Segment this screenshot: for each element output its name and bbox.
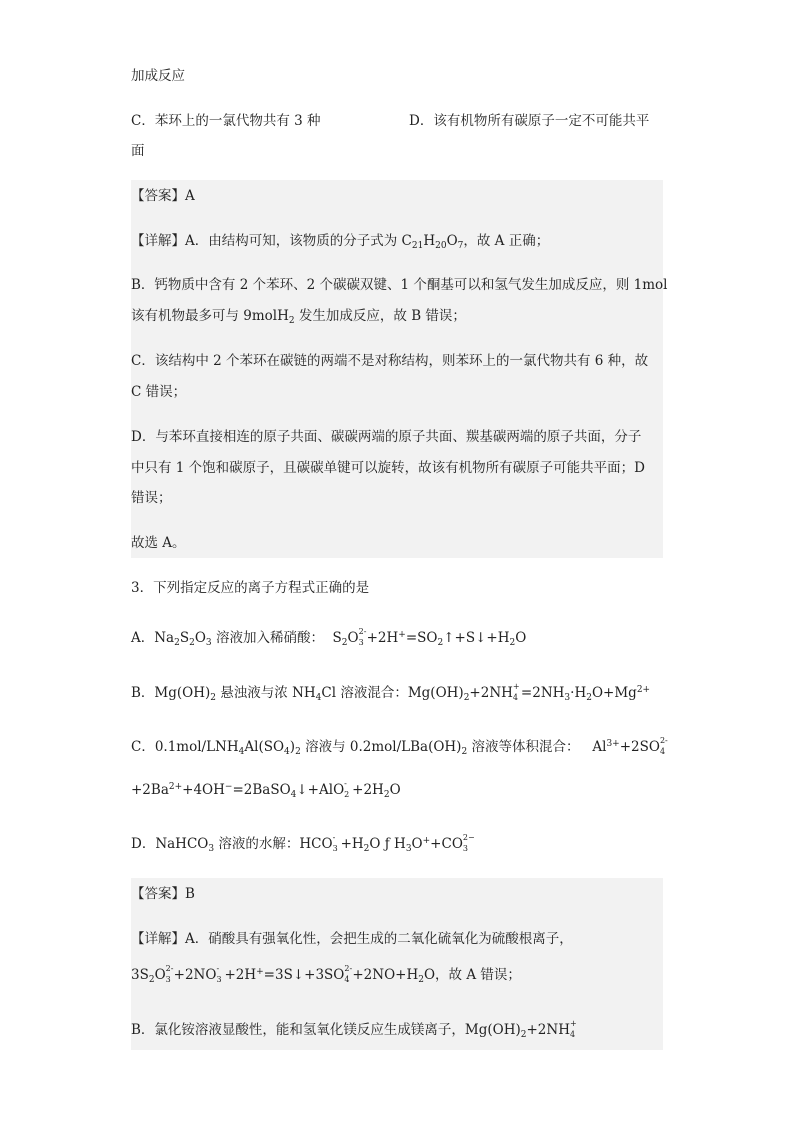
q3-option-d: D．NaHCO$_3$ 溶液的水解：HCO - 3 $+H_2O$ ƒ $H_3O^++CO$ 2− 3 [131,833,475,854]
q2-tail-text: 加成反应 [131,68,185,84]
q2-detail-b-line2: 该有机物最多可与 9molH$_2$ 发生加成反应，故 B 错误； [131,308,466,326]
q3-option-a: A．$Na_2S_2O_3$ 溶液加入稀硝酸： $S_2O$ 2- 3 $+2H^+=SO_2↑+S↓+H_2O$ [131,627,527,648]
q2-detail-c-line2: C 错误； [131,384,187,400]
q2-detail-d-line3: 错误； [131,490,172,506]
q3-detail-a-equation: $3S_2O$ 2- 3 +2NO - 3 +2H+=3S↓+3SO 2- 4 $+2NO+H_2O$，故 A 错误； [131,964,521,985]
q2-conclusion: 故选 A。 [131,535,186,551]
q3-detail-b: B．氯化铵溶液显酸性，能和氢氧化镁反应生成镁离子，$Mg(OH)_2+2NH$ + 4 [131,1019,577,1040]
q3-option-b: B．$Mg(OH)_2$ 悬浊液与浓 $NH_4Cl$ 溶液混合：$Mg(OH)_2+2NH$ + 4 $=2NH_3\cdot H_2O+Mg^{2+}$ [131,682,651,703]
q2-detail-a: 【详解】A．由结构可知，该物质的分子式为 $C_{21}H_{20}O_7$，故 A 正确； [131,233,550,251]
q3-option-c-line1: C．$0.1mol/LNH_4Al(SO_4)_2$ 溶液与 $0.2mol/LBa(OH)_2$ 溶液等体积混合： $Al^{3+}+2SO$ 2- 4 [131,736,668,757]
q2-detail-d-line1: D．与苯环直接相连的原子共面、碳碳两端的原子共面、羰基碳两端的原子共面，分子 [131,429,642,445]
q2-option-d-continued: 面 [131,143,145,159]
q3-stem: 3．下列指定反应的离子方程式正确的是 [131,580,370,596]
q3-detail-a-line1: 【详解】A．硝酸具有强氧化性，会把生成的二氧化硫氧化为硫酸根离子， [131,931,573,947]
q3-answer: 【答案】B [131,886,195,902]
q3-option-c-line2: $+2Ba^{2+}+4OH^-=2BaSO_4↓+AlO$ - 2 $+2H_2O$ [131,779,401,800]
q2-option-d: D．该有机物所有碳原子一定不可能共平 [409,113,650,129]
q2-option-c: C．苯环上的一氯代物共有 3 种 [131,113,321,129]
q2-detail-b-line1: B．钙物质中含有 2 个苯环、2 个碳碳双键、1 个酮基可以和氢气发生加成反应，则 1mol [131,277,668,293]
q2-detail-d-line2: 中只有 1 个饱和碳原子，且碳碳单键可以旋转，故该有机物所有碳原子可能共平面；D [131,460,645,476]
q2-answer: 【答案】A [131,188,195,204]
q2-detail-c-line1: C．该结构中 2 个苯环在碳链的两端不是对称结构，则苯环上的一氯代物共有 6 种，故 [131,353,649,369]
